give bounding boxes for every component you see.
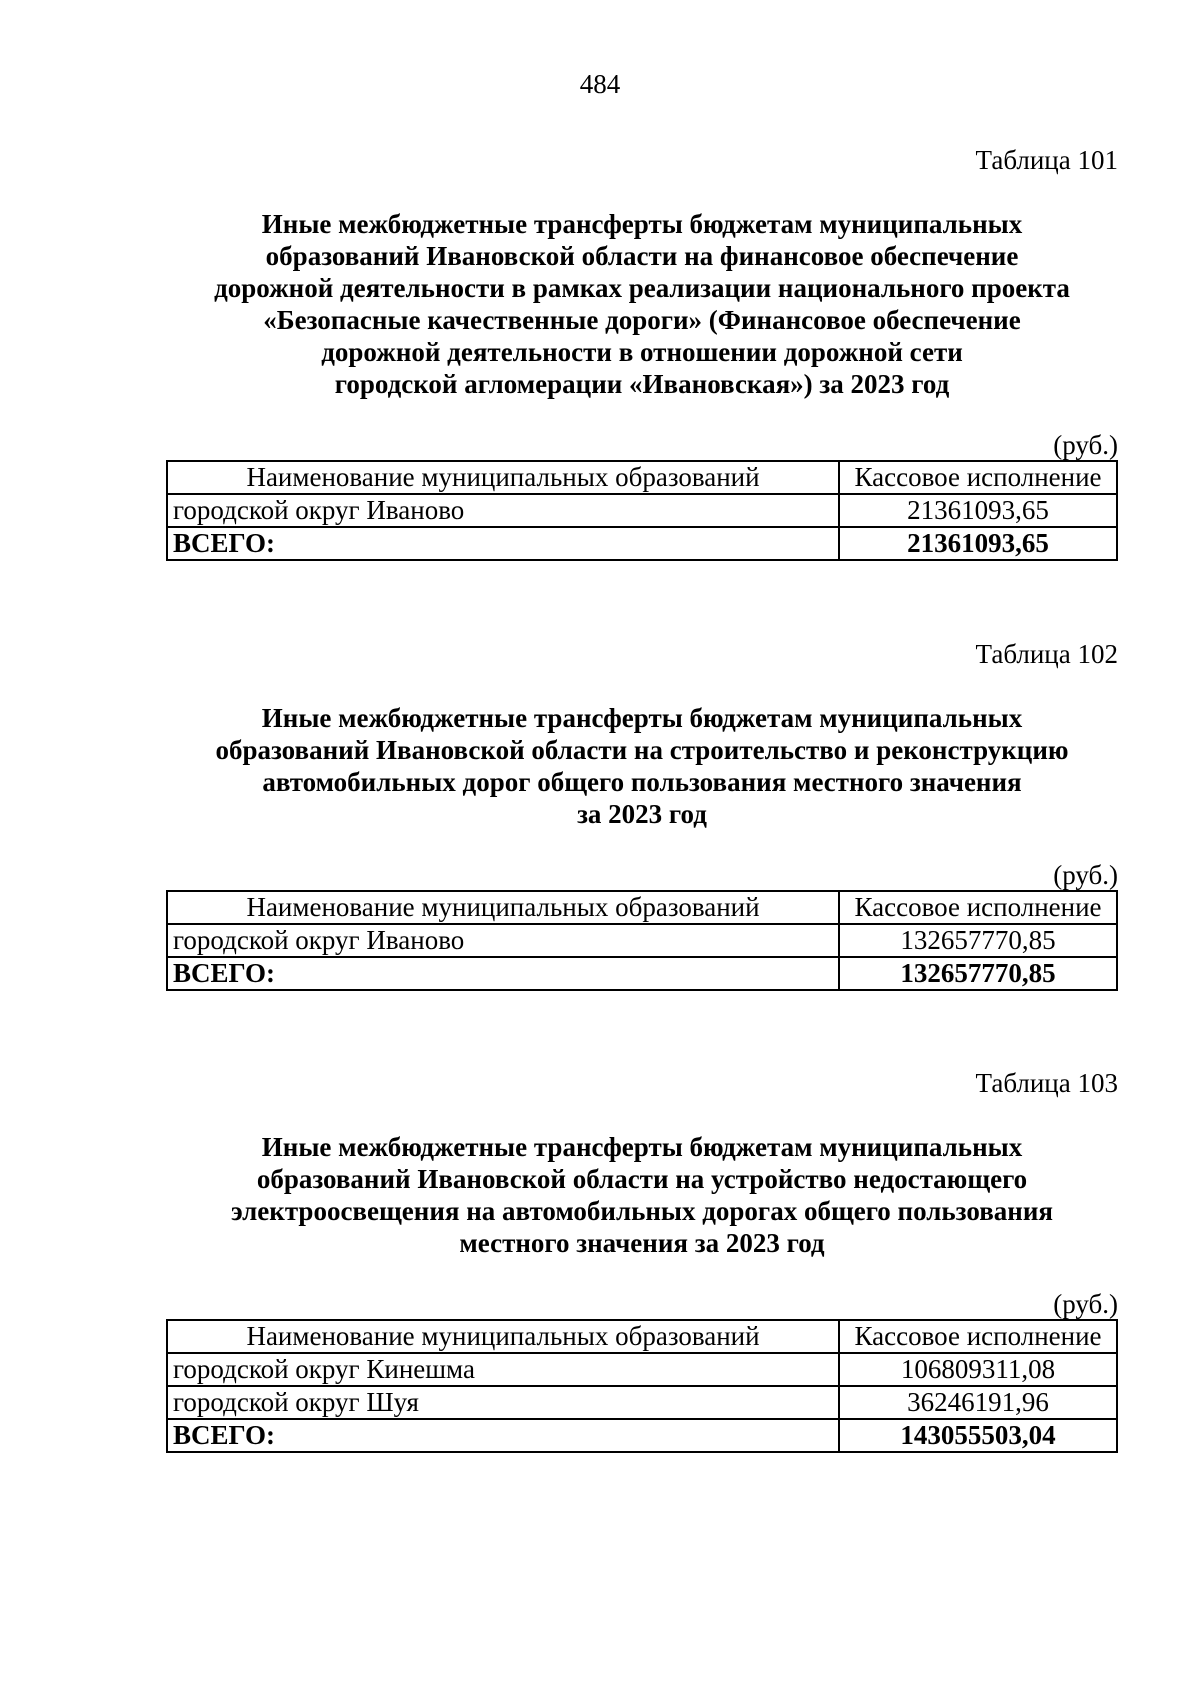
header-value-cell: Кассовое исполнение (839, 1320, 1117, 1353)
table-title: Иные межбюджетные трансферты бюджетам муниципальных образований Ивановской области на финансовое обеспечение дорожной деятельности в рамках реализации национального проекта «Безопасные качественные дороги» (Финансовое обеспечение дорожной деятельности в отношении дорожной сети городской агломерации «Ивановская») за 2023 год (214, 209, 1070, 399)
unit-label: (руб.) (1053, 860, 1118, 890)
row-value-cell: 21361093,65 (839, 494, 1117, 527)
header-name-cell: Наименование муниципальных образований (167, 891, 839, 924)
total-name-cell: ВСЕГО: (167, 957, 839, 990)
row-name-cell: городской округ Шуя (167, 1386, 839, 1419)
row-name-cell: городской округ Иваново (167, 924, 839, 957)
table-row (167, 494, 1117, 527)
total-value-cell: 132657770,85 (839, 957, 1117, 990)
table-title: Иные межбюджетные трансферты бюджетам муниципальных образований Ивановской области на устройство недостающего электроосвещения на автомобильных дорогах общего пользования местного значения за 2023 год (230, 1132, 1054, 1258)
table-section-101 (166, 144, 1118, 561)
table-row (167, 924, 1117, 957)
header-value-cell: Кассовое исполнение (839, 461, 1117, 494)
table-section-102 (166, 638, 1118, 991)
table-header-row (167, 461, 1117, 494)
row-value-cell: 132657770,85 (839, 924, 1117, 957)
data-table (166, 890, 1118, 991)
table-title: Иные межбюджетные трансферты бюджетам муниципальных образований Ивановской области на строительство и реконструкцию автомобильных дорог общего пользования местного значения за 2023 год (215, 703, 1069, 829)
row-name-cell: городской округ Иваново (167, 494, 839, 527)
unit-label: (руб.) (1053, 1289, 1118, 1319)
table-total-row (167, 1419, 1117, 1452)
table-row (167, 1353, 1117, 1386)
table-label: Таблица 102 (975, 639, 1118, 669)
row-name-cell: городской округ Кинешма (167, 1353, 839, 1386)
table-total-row (167, 957, 1117, 990)
total-name-cell: ВСЕГО: (167, 527, 839, 560)
table-header-row (167, 1320, 1117, 1353)
header-name-cell: Наименование муниципальных образований (167, 1320, 839, 1353)
total-value-cell: 21361093,65 (839, 527, 1117, 560)
header-value-cell: Кассовое исполнение (839, 891, 1117, 924)
table-label: Таблица 103 (975, 1068, 1118, 1098)
row-value-cell: 36246191,96 (839, 1386, 1117, 1419)
data-table (166, 460, 1118, 561)
table-row (167, 1386, 1117, 1419)
row-value-cell: 106809311,08 (839, 1353, 1117, 1386)
header-name-cell: Наименование муниципальных образований (167, 461, 839, 494)
unit-label: (руб.) (1053, 430, 1118, 460)
table-section-103 (166, 1067, 1118, 1453)
total-name-cell: ВСЕГО: (167, 1419, 839, 1452)
table-total-row (167, 527, 1117, 560)
table-label: Таблица 101 (975, 145, 1118, 175)
total-value-cell: 143055503,04 (839, 1419, 1117, 1452)
page-number: 484 (579, 69, 621, 99)
table-header-row (167, 891, 1117, 924)
data-table (166, 1319, 1118, 1453)
